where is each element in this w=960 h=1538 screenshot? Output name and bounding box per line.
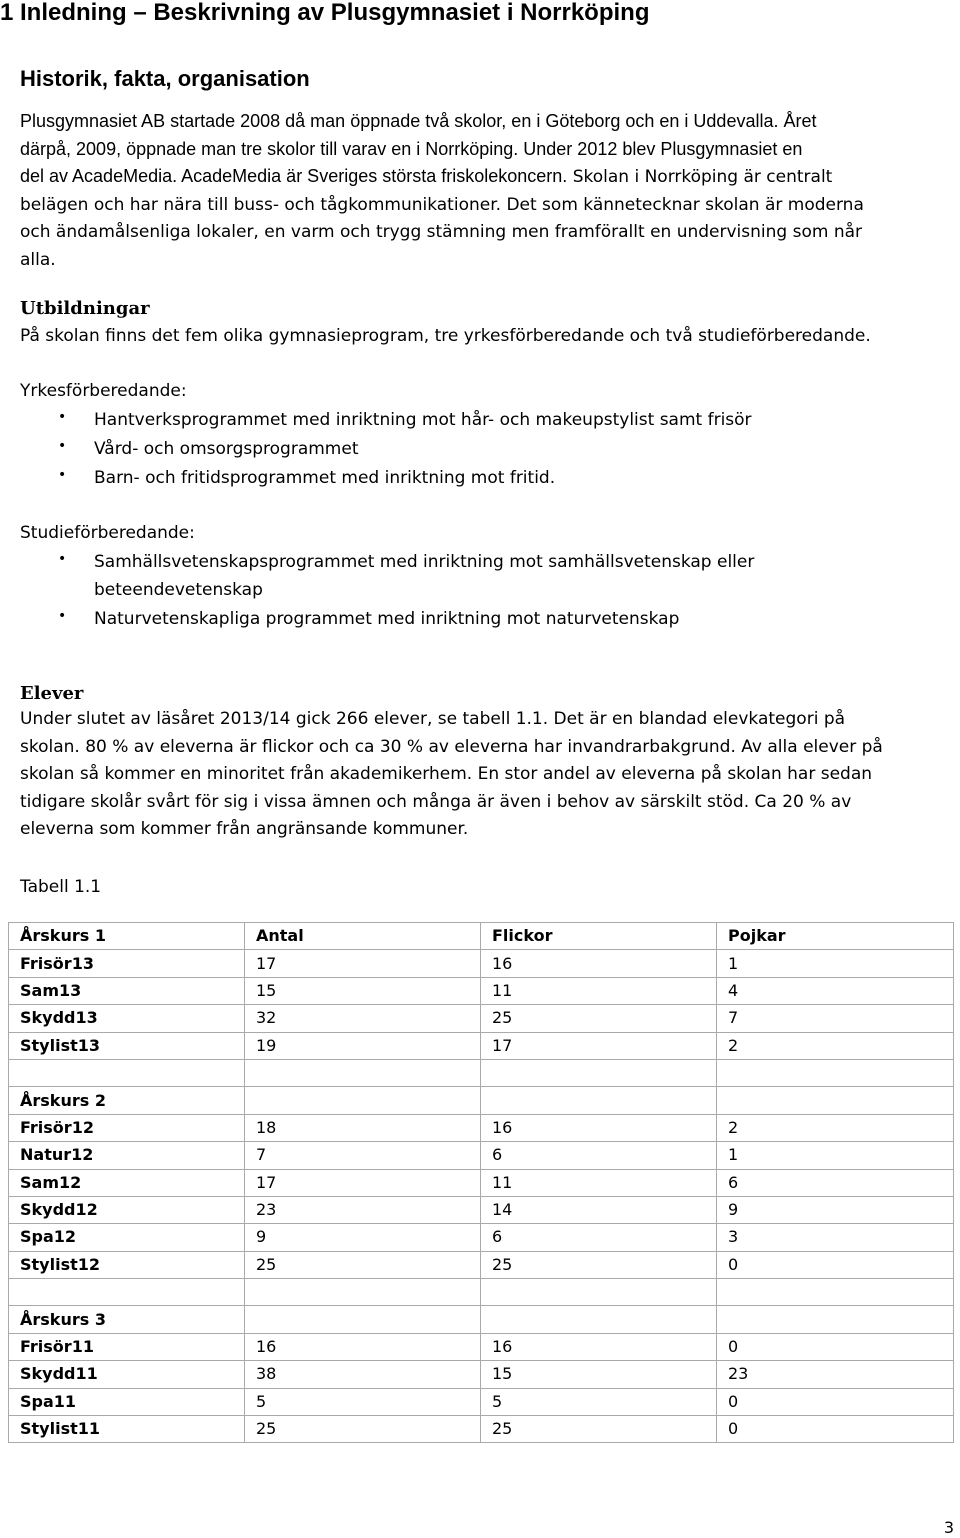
table-row-empty — [9, 1059, 954, 1086]
table-row-label: Sam13 — [9, 977, 245, 1004]
table-cell — [245, 1087, 481, 1114]
table-cell: 25 — [481, 1251, 717, 1278]
intro-line-tail: Skolan i Norrköping är centralt — [567, 167, 833, 187]
table-row — [9, 923, 954, 950]
table-row — [9, 1251, 954, 1278]
table-row-label: Årskurs 2 — [9, 1087, 245, 1114]
table-cell: 5 — [245, 1388, 481, 1415]
list-item-text — [94, 548, 754, 604]
intro-line: Plusgymnasiet AB startade 2008 då man öppnade två skolor, en i Göteborg och en i Uddevalla. Året — [20, 111, 817, 131]
table-row-label: Skydd12 — [9, 1196, 245, 1223]
table-cell: 15 — [481, 1361, 717, 1388]
table-row — [9, 1142, 954, 1169]
table-cell: 3 — [717, 1224, 954, 1251]
elever-line: tidigare skolår svårt för sig i vissa ämnen och många är även i behov av särskilt stöd. Ca 20 % av — [20, 791, 852, 812]
section-heading-elever: Elever — [20, 683, 84, 704]
table-cell: 17 — [481, 1032, 717, 1059]
table-row — [9, 1388, 954, 1415]
elever-line: eleverna som kommer från angränsande kommuner. — [20, 819, 469, 839]
table-cell — [717, 1087, 954, 1114]
table-cell: 25 — [245, 1251, 481, 1278]
table-row-label: Årskurs 3 — [9, 1306, 245, 1333]
table-cell: 0 — [717, 1388, 954, 1415]
table-cell — [481, 1306, 717, 1333]
table-cell: 7 — [245, 1142, 481, 1169]
table-cell: 0 — [717, 1333, 954, 1360]
table-cell — [481, 1279, 717, 1306]
table-cell: 16 — [245, 1333, 481, 1360]
table-cell: 2 — [717, 1114, 954, 1141]
table-row-label: Stylist13 — [9, 1032, 245, 1059]
chapter-heading: 1 Inledning – Beskrivning av Plusgymnasiet i Norrköping — [0, 0, 650, 26]
table-cell: 38 — [245, 1361, 481, 1388]
table-cell: 16 — [481, 950, 717, 977]
table-cell: 15 — [245, 977, 481, 1004]
table-row-label — [9, 1059, 245, 1086]
table-cell — [481, 1059, 717, 1086]
table-cell — [245, 1306, 481, 1333]
list-item-line: Samhällsvetenskapsprogrammet med inriktning mot samhällsvetenskap eller — [94, 552, 755, 572]
table-row — [9, 1333, 954, 1360]
yrkes-label: Yrkesförberedande: — [20, 381, 187, 401]
section-heading-utbildningar: Utbildningar — [20, 298, 150, 319]
table-cell: Flickor — [481, 923, 717, 950]
table-row — [9, 1306, 954, 1333]
table-cell: 5 — [481, 1388, 717, 1415]
table-cell: 23 — [245, 1196, 481, 1223]
intro-line: därpå, 2009, öppnade man tre skolor till varav en i Norrköping. Under 2012 blev Plusgymnasiet en — [20, 138, 803, 159]
table-cell — [717, 1059, 954, 1086]
intro-line-arial-part: del av AcadeMedia. AcadeMedia är Sveriges största friskolekoncern. — [20, 166, 568, 186]
table-cell: 6 — [717, 1169, 954, 1196]
students-table-body — [9, 923, 954, 1443]
table-cell — [245, 1059, 481, 1086]
bullet-icon: • — [58, 467, 67, 483]
table-row-label: Stylist11 — [9, 1416, 245, 1443]
elever-line: skolan så kommer en minoritet från akademikerhem. En stor andel av eleverna på skolan har sedan — [20, 764, 873, 784]
table-row-label: Skydd11 — [9, 1361, 245, 1388]
table-row-empty — [9, 1279, 954, 1306]
table-cell — [481, 1087, 717, 1114]
table-cell: 1 — [717, 950, 954, 977]
table-row — [9, 977, 954, 1004]
table-cell: 6 — [481, 1142, 717, 1169]
table-cell: 7 — [717, 1005, 954, 1032]
table-cell: 2 — [717, 1032, 954, 1059]
intro-paragraph — [20, 108, 950, 274]
elever-line: Under slutet av läsåret 2013/14 gick 266 elever, se tabell 1.1. Det är en blandad elevkategori på — [20, 709, 846, 729]
table-cell: 9 — [717, 1196, 954, 1223]
list-item-text: Hantverksprogrammet med inriktning mot hår- och makeupstylist samt frisör — [94, 410, 752, 430]
bullet-icon: • — [58, 409, 67, 425]
table-row-label: Frisör12 — [9, 1114, 245, 1141]
section-heading-historik: Historik, fakta, organisation — [20, 66, 310, 91]
table-row — [9, 1005, 954, 1032]
list-item-line: beteendevetenskap — [94, 580, 263, 600]
table-cell: 23 — [717, 1361, 954, 1388]
table-cell: 25 — [481, 1416, 717, 1443]
table-cell: 1 — [717, 1142, 954, 1169]
table-row-label: Stylist12 — [9, 1251, 245, 1278]
table-row-label — [9, 1279, 245, 1306]
table-row-label: Natur12 — [9, 1142, 245, 1169]
table-row — [9, 1114, 954, 1141]
table-cell: 25 — [481, 1005, 717, 1032]
table-row-label: Frisör11 — [9, 1333, 245, 1360]
table-cell: 0 — [717, 1416, 954, 1443]
table-cell: 14 — [481, 1196, 717, 1223]
intro-line: belägen och har nära till buss- och tågkommunikationer. Det som kännetecknar skolan är moderna — [20, 194, 864, 215]
table-cell: 18 — [245, 1114, 481, 1141]
utbildningar-text: På skolan finns det fem olika gymnasieprogram, tre yrkesförberedande och två studieförberedande. — [20, 326, 871, 346]
intro-line: alla. — [20, 249, 56, 270]
table-row-label: Frisör13 — [9, 950, 245, 977]
table-cell: Antal — [245, 923, 481, 950]
table-cell: 19 — [245, 1032, 481, 1059]
list-item-text: Vård- och omsorgsprogrammet — [94, 439, 359, 459]
table-row-label: Sam12 — [9, 1169, 245, 1196]
table-cell: 17 — [245, 1169, 481, 1196]
table-caption: Tabell 1.1 — [20, 877, 102, 897]
table-cell: 17 — [245, 950, 481, 977]
table-row-label: Spa12 — [9, 1224, 245, 1251]
bullet-icon: • — [58, 438, 67, 454]
intro-line: och ändamålsenliga lokaler, en varm och trygg stämning men framförallt en undervisning som når — [20, 222, 862, 242]
students-table — [8, 922, 954, 1443]
table-cell — [717, 1306, 954, 1333]
table-row-label: Skydd13 — [9, 1005, 245, 1032]
table-cell: 4 — [717, 977, 954, 1004]
table-cell: 0 — [717, 1251, 954, 1278]
table-row-label: Årskurs 1 — [9, 923, 245, 950]
elever-paragraph — [20, 706, 950, 844]
table-row — [9, 1196, 954, 1223]
table-cell — [245, 1279, 481, 1306]
bullet-icon: • — [58, 608, 67, 624]
studie-label: Studieförberedande: — [20, 523, 195, 543]
table-row — [9, 1169, 954, 1196]
table-cell: 32 — [245, 1005, 481, 1032]
table-cell: 9 — [245, 1224, 481, 1251]
table-row — [9, 1416, 954, 1443]
table-cell: 25 — [245, 1416, 481, 1443]
table-row — [9, 1224, 954, 1251]
list-item-text: Naturvetenskapliga programmet med inriktning mot naturvetenskap — [94, 609, 680, 629]
table-cell: 16 — [481, 1114, 717, 1141]
bullet-icon: • — [58, 551, 67, 567]
table-cell — [717, 1279, 954, 1306]
table-cell: Pojkar — [717, 923, 954, 950]
page-number: 3 — [943, 1518, 954, 1537]
intro-line-mixed — [20, 163, 950, 192]
table-cell: 6 — [481, 1224, 717, 1251]
table-cell: 11 — [481, 977, 717, 1004]
elever-line: skolan. 80 % av eleverna är flickor och ca 30 % av eleverna har invandrarbakgrund. Av alla elever på — [20, 736, 883, 757]
table-row-label: Spa11 — [9, 1388, 245, 1415]
table-cell: 11 — [481, 1169, 717, 1196]
table-cell: 16 — [481, 1333, 717, 1360]
table-row — [9, 950, 954, 977]
table-row — [9, 1032, 954, 1059]
list-item-text: Barn- och fritidsprogrammet med inriktning mot fritid. — [94, 468, 556, 488]
table-row — [9, 1361, 954, 1388]
table-row — [9, 1087, 954, 1114]
